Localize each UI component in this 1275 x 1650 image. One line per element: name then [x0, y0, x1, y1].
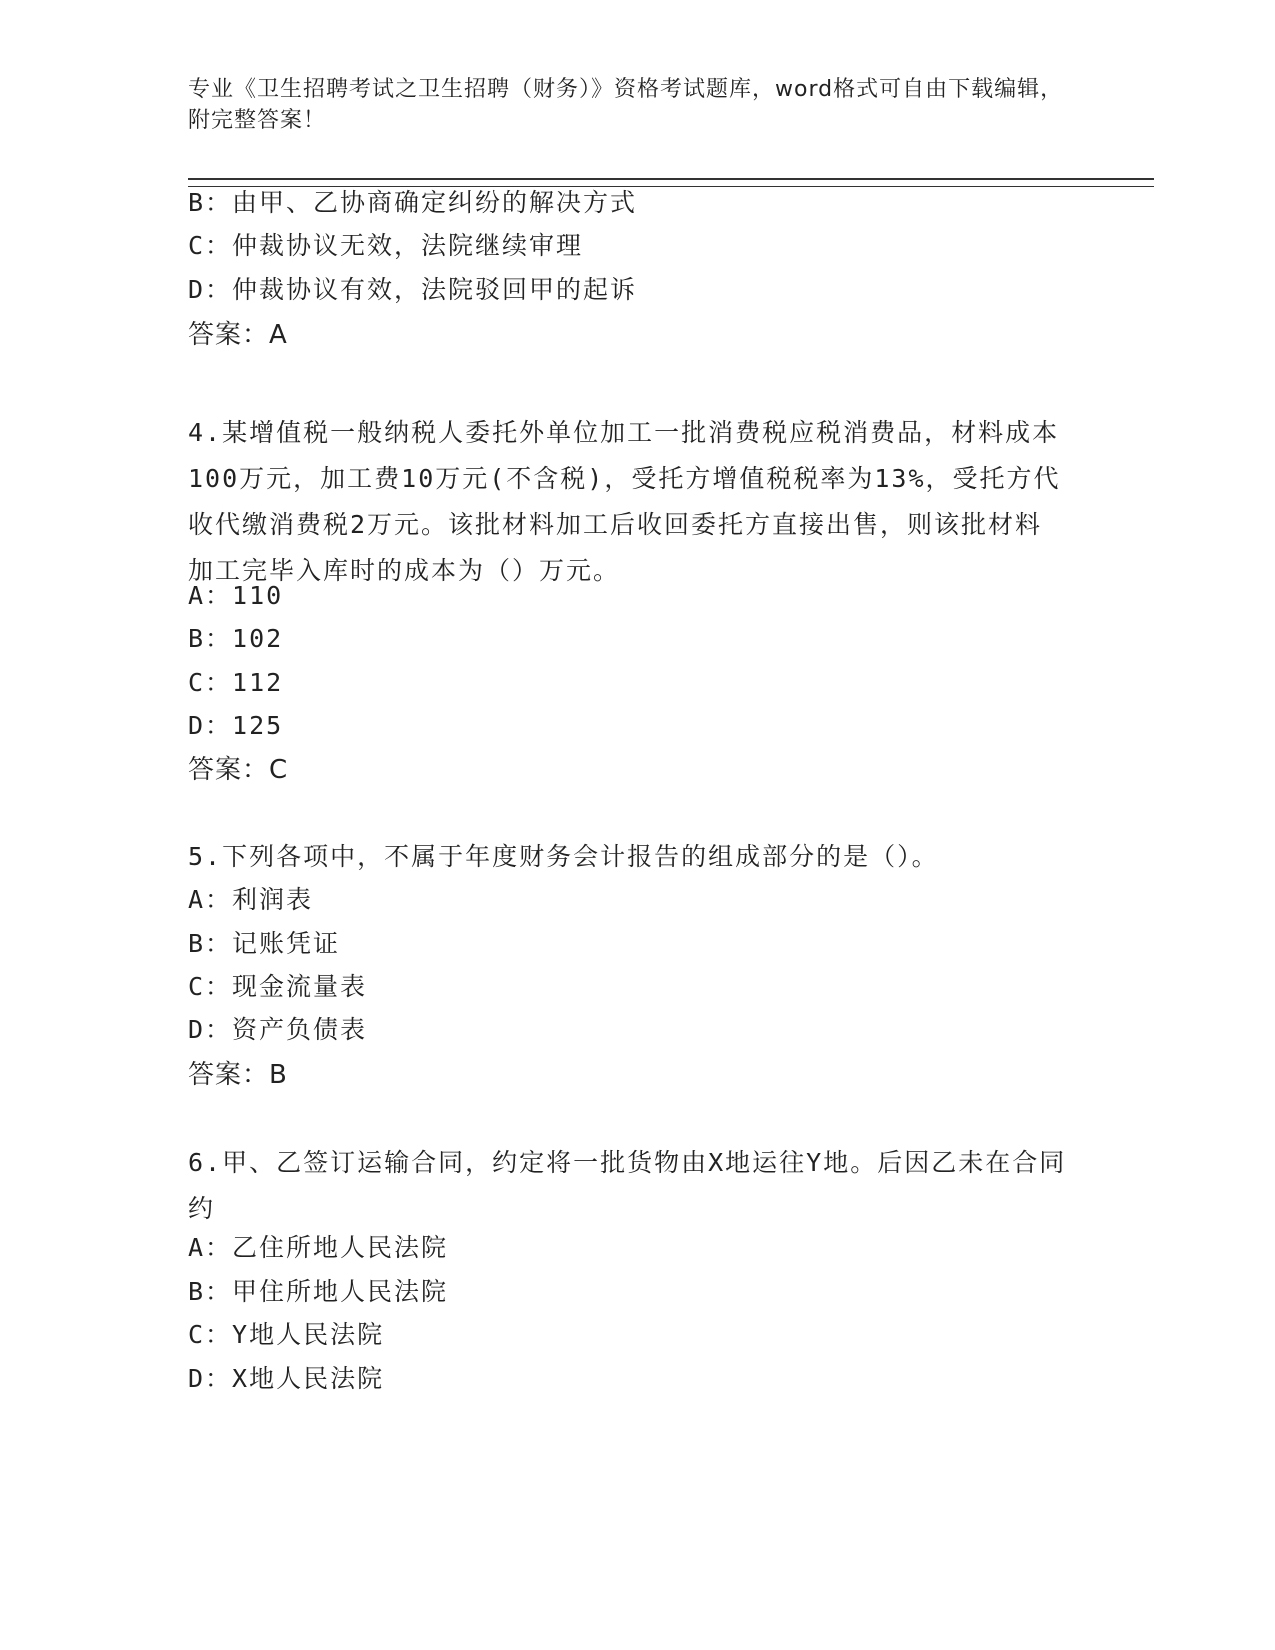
q6-stem: 6.甲、乙签订运输合同，约定将一批货物由X地运往Y地。后因乙未在合同约 — [188, 1148, 1067, 1223]
q5-option-c: C：现金流量表 — [188, 972, 368, 1001]
q6-option-b: B：甲住所地人民法院 — [188, 1277, 449, 1306]
q5-answer: 答案：B — [188, 1060, 288, 1090]
q6-option-d: D：X地人民法院 — [188, 1364, 385, 1393]
q4-stem: 4.某增值税一般纳税人委托外单位加工一批消费税应税消费品，材料成本100万元，加工费10万元(不含税)，受托方增值税税率为13%，受托方代收代缴消费税2万元。该批材料加工后收回委托方直接出售，则该批材料加工完毕入库时的成本为（）万元。 — [188, 418, 1061, 585]
q4-answer: 答案：C — [188, 755, 289, 785]
q4-option-a: A：110 — [188, 581, 284, 610]
q3-option-c: C：仲裁协议无效，法院继续审理 — [188, 231, 584, 260]
q6-option-c: C：Y地人民法院 — [188, 1320, 385, 1349]
header-divider — [188, 178, 1154, 187]
q6-option-a: A：乙住所地人民法院 — [188, 1233, 449, 1262]
q3-option-b: B：由甲、乙协商确定纠纷的解决方式 — [188, 188, 638, 217]
q3-option-d: D：仲裁协议有效，法院驳回甲的起诉 — [188, 275, 638, 304]
q5-stem: 5.下列各项中，不属于年度财务会计报告的组成部分的是（）。 — [188, 842, 939, 871]
q5-option-b: B：记账凭证 — [188, 929, 341, 958]
q3-answer: 答案：A — [188, 320, 288, 350]
q5-option-d: D：资产负债表 — [188, 1015, 368, 1044]
q5-option-a: A：利润表 — [188, 885, 314, 914]
q4-option-d: D：125 — [188, 711, 284, 740]
q4-option-c: C：112 — [188, 668, 284, 697]
q4-option-b: B：102 — [188, 624, 284, 653]
document-header: 专业《卫生招聘考试之卫生招聘（财务）》资格考试题库，word格式可自由下载编辑，附完整答案！ — [188, 77, 1064, 133]
